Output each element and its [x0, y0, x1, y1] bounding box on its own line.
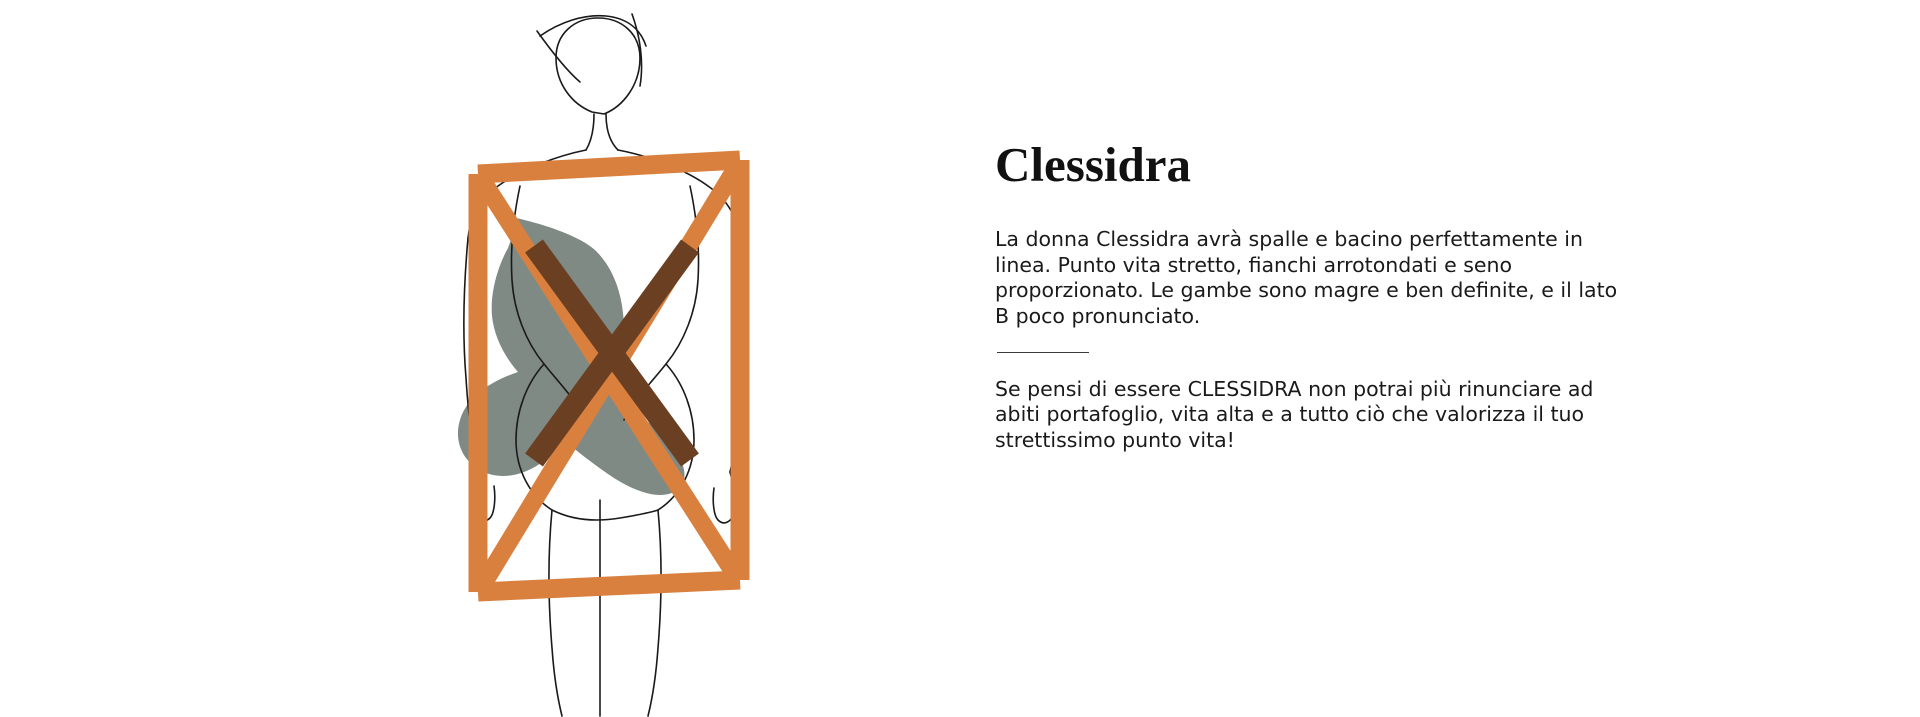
- section-divider: [997, 352, 1089, 353]
- page-title: Clessidra: [995, 137, 1191, 192]
- description-paragraph: La donna Clessidra avrà spalle e bacino perfettamente in linea. Punto vita stretto, fianchi arrotondati e seno proporzionato. Le gambe sono magre e ben definite, e il lato B poco pronunciato.: [995, 227, 1618, 328]
- note-paragraph: Se pensi di essere CLESSIDRA non potrai più rinunciare ad abiti portafoglio, vita alta e a tutto ciò che valorizza il tuo strettissimo punto vita!: [995, 376, 1594, 452]
- description-panel: [980, 0, 1920, 717]
